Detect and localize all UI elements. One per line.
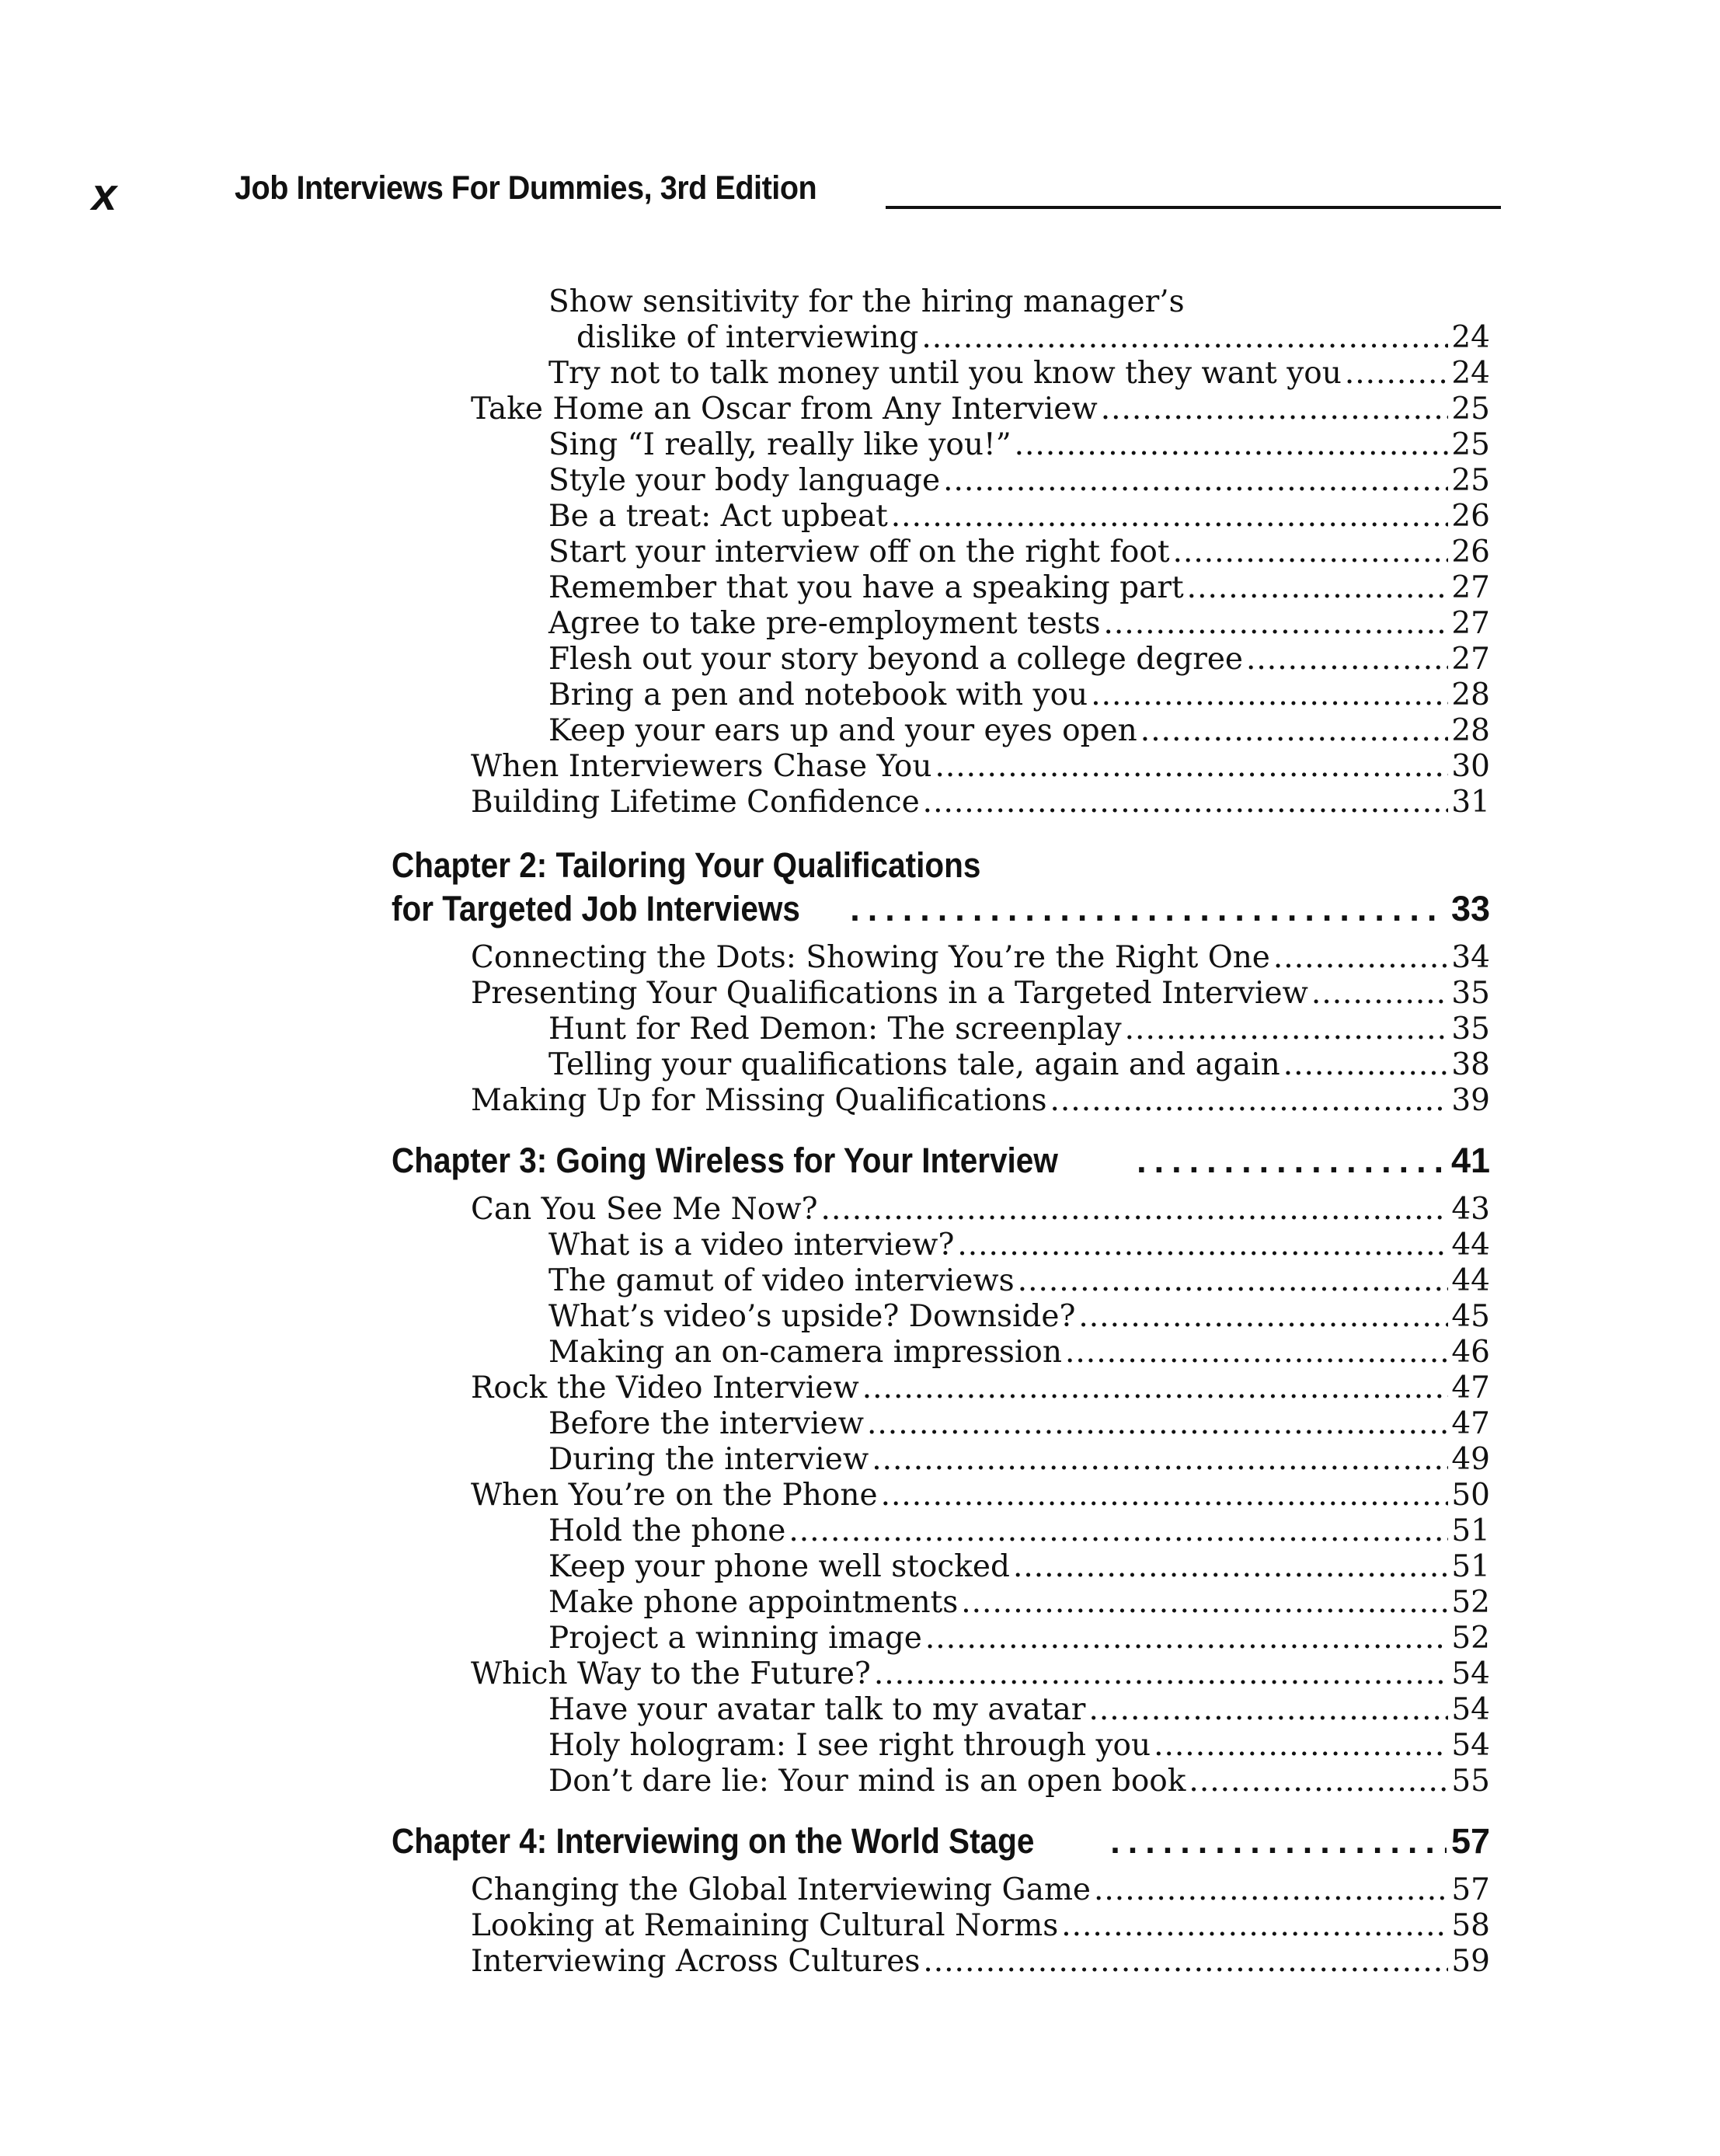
toc-entry-label: Making an on-camera impression <box>548 1335 1063 1370</box>
leader-dots <box>850 887 1447 931</box>
toc-entry <box>471 1944 1490 1980</box>
leader-dots <box>872 1442 1448 1478</box>
chapter-heading <box>392 1820 1490 1863</box>
toc-entry-page: 26 <box>1451 499 1490 534</box>
chapter-title-line-2: for Targeted Job Interviews <box>392 889 800 928</box>
leader-dots <box>862 1371 1449 1406</box>
toc-entry <box>548 1406 1490 1442</box>
toc-entry <box>471 1478 1490 1513</box>
header-rule <box>886 206 1501 209</box>
leader-dots <box>881 1478 1449 1513</box>
toc-entry <box>471 940 1490 976</box>
toc-entry-page: 30 <box>1451 749 1490 784</box>
toc-entry-label: Telling your qualifications tale, again and again <box>548 1047 1280 1082</box>
toc-entry-label: Have your avatar talk to my avatar <box>548 1692 1086 1727</box>
toc-entry <box>548 1263 1490 1299</box>
toc-entry-label: dislike of interviewing <box>576 320 919 355</box>
toc-entry <box>548 499 1490 535</box>
chapter-page: 33 <box>1450 889 1490 928</box>
toc-entry-page: 38 <box>1451 1047 1490 1082</box>
toc-entry-label: The gamut of video interviews <box>548 1263 1015 1298</box>
chapter-heading <box>392 1139 1490 1182</box>
toc-entry-label: Keep your phone well stocked <box>548 1549 1010 1584</box>
toc-entry-page: 52 <box>1451 1585 1490 1620</box>
toc-entry <box>548 427 1490 463</box>
toc-entry <box>548 1764 1490 1799</box>
toc-entry-page: 47 <box>1451 1406 1490 1441</box>
chapter-title: Chapter 3: Going Wireless for Your Interview <box>392 1141 1058 1180</box>
leader-dots <box>1173 535 1449 570</box>
leader-dots <box>1013 1549 1448 1585</box>
toc-entry <box>471 392 1490 427</box>
toc-entry <box>471 1371 1490 1406</box>
leader-dots <box>923 1944 1448 1980</box>
leader-dots <box>821 1192 1449 1228</box>
running-head-title: Job Interviews For Dummies, 3rd Edition <box>235 169 817 207</box>
toc-entry-label: What is a video interview? <box>548 1228 955 1263</box>
toc-entry-page: 28 <box>1451 677 1490 712</box>
chapter-title: Chapter 4: Interviewing on the World Stage <box>392 1821 1035 1861</box>
toc-entry <box>471 1908 1490 1944</box>
toc-entry <box>548 356 1490 392</box>
toc-entry-label: Sing “I really, really like you!” <box>548 427 1011 462</box>
toc-entry <box>548 1012 1490 1047</box>
toc-entry-label: Bring a pen and notebook with you <box>548 677 1088 712</box>
chapter-page: 57 <box>1450 1821 1490 1861</box>
toc-entry <box>548 713 1490 749</box>
leader-dots <box>1187 570 1449 606</box>
toc-entry <box>548 642 1490 677</box>
toc-entry <box>548 1442 1490 1478</box>
leader-dots <box>1094 1872 1448 1908</box>
toc-entry-page: 47 <box>1451 1371 1490 1405</box>
toc-entry <box>548 1228 1490 1263</box>
leader-dots <box>1088 1692 1448 1728</box>
leader-dots <box>1078 1299 1448 1335</box>
toc-entry-page: 55 <box>1451 1764 1490 1799</box>
leader-dots <box>1018 1263 1449 1299</box>
leader-dots <box>1065 1335 1448 1371</box>
toc-entry-page: 50 <box>1451 1478 1490 1513</box>
toc-entry-page: 58 <box>1451 1908 1490 1943</box>
toc-entry-page: 43 <box>1451 1192 1490 1227</box>
toc-entry-label: Looking at Remaining Cultural Norms <box>471 1908 1059 1943</box>
toc-entry-label: Make phone appointments <box>548 1585 959 1620</box>
toc-entry-label: Can You See Me Now? <box>471 1192 818 1227</box>
toc-entry-page: 57 <box>1451 1872 1490 1907</box>
toc-entry <box>548 1692 1490 1728</box>
toc-entry <box>548 1621 1490 1656</box>
toc-entry <box>471 1083 1490 1119</box>
toc-entry <box>548 570 1490 606</box>
toc-entry <box>576 320 1490 356</box>
toc-entry-label: Start your interview off on the right foot <box>548 535 1170 569</box>
toc-entry <box>471 976 1490 1012</box>
leader-dots <box>1104 606 1449 642</box>
toc-entry-label: Try not to talk money until you know they want you <box>548 356 1342 391</box>
toc-entry-page: 59 <box>1451 1944 1490 1979</box>
toc-entry-page: 46 <box>1451 1335 1490 1370</box>
toc-entry-page: 27 <box>1451 570 1490 605</box>
toc-entry-page: 54 <box>1451 1656 1490 1691</box>
toc-entry-page: 39 <box>1451 1083 1490 1118</box>
toc-entry <box>548 1728 1490 1764</box>
toc-entry <box>548 1047 1490 1083</box>
toc-entry-label: Building Lifetime Confidence <box>471 785 920 820</box>
toc-entry-page: 31 <box>1451 785 1490 820</box>
toc-entry <box>548 1549 1490 1585</box>
page-number: x <box>92 169 117 220</box>
toc-entry-label: What’s video’s upside? Downside? <box>548 1299 1076 1334</box>
toc-entry <box>548 677 1490 713</box>
toc-entry-label: When You’re on the Phone <box>471 1478 878 1513</box>
leader-dots <box>1091 677 1448 713</box>
leader-dots <box>867 1406 1448 1442</box>
toc-entry-page: 24 <box>1451 356 1490 391</box>
leader-dots <box>1015 427 1449 463</box>
toc-entry-page: 35 <box>1451 976 1490 1011</box>
toc-entry-label: Making Up for Missing Qualifications <box>471 1083 1047 1118</box>
toc-entry-label: Project a winning image <box>548 1621 922 1656</box>
leader-dots <box>1246 642 1448 677</box>
toc-entry-page: 49 <box>1451 1442 1490 1477</box>
toc-entry-page: 35 <box>1451 1012 1490 1047</box>
leader-dots <box>1110 1820 1447 1863</box>
toc-entry-label: Be a treat: Act upbeat <box>548 499 888 534</box>
toc-entry-label: Agree to take pre-employment tests <box>548 606 1101 641</box>
toc-entry <box>548 1585 1490 1621</box>
leader-dots <box>1050 1083 1449 1119</box>
toc-entry-label: Presenting Your Qualifications in a Targeted Interview <box>471 976 1308 1011</box>
chapter-heading <box>392 844 1490 931</box>
toc-entry-page: 25 <box>1451 427 1490 462</box>
leader-dots <box>1283 1047 1449 1083</box>
leader-dots <box>923 785 1449 820</box>
toc-entry-page: 28 <box>1451 713 1490 748</box>
leader-dots <box>925 1621 1448 1656</box>
toc-entry-label: During the interview <box>548 1442 869 1477</box>
chapter-title-line-1: Chapter 2: Tailoring Your Qualifications <box>392 845 981 885</box>
toc-entry-label: Connecting the Dots: Showing You’re the Right One <box>471 940 1270 975</box>
toc-entry-label: Before the interview <box>548 1406 864 1441</box>
toc-entry-page: 51 <box>1451 1513 1490 1548</box>
toc-entry-page: 44 <box>1451 1228 1490 1263</box>
toc-entry-label: Keep your ears up and your eyes open <box>548 713 1137 748</box>
toc-entry-label: Which Way to the Future? <box>471 1656 871 1691</box>
leader-dots <box>1345 356 1449 392</box>
leader-dots <box>1154 1728 1448 1764</box>
leader-dots <box>1125 1012 1449 1047</box>
toc-entry <box>548 1299 1490 1335</box>
toc-entry-label: Style your body language <box>548 463 941 498</box>
leader-dots <box>961 1585 1448 1621</box>
toc-entry-page: 52 <box>1451 1621 1490 1656</box>
toc-entry-label: Take Home an Oscar from Any Interview <box>471 392 1098 427</box>
leader-dots <box>874 1656 1449 1692</box>
toc-entry-page: 44 <box>1451 1263 1490 1298</box>
toc-entry-page: 51 <box>1451 1549 1490 1584</box>
toc-entry-page: 34 <box>1451 940 1490 975</box>
toc-entry-page: 54 <box>1451 1692 1490 1727</box>
toc-entry <box>471 1656 1490 1692</box>
toc-entry <box>548 1335 1490 1371</box>
leader-dots <box>1101 392 1449 427</box>
leader-dots <box>1311 976 1448 1012</box>
toc-entry <box>471 1872 1490 1908</box>
toc-entry-page: 54 <box>1451 1728 1490 1763</box>
leader-dots <box>921 320 1448 356</box>
leader-dots <box>1273 940 1448 976</box>
toc-entry-label: Hold the phone <box>548 1513 786 1548</box>
toc-entry-label: Changing the Global Interviewing Game <box>471 1872 1092 1907</box>
toc-entry-label: When Interviewers Chase You <box>471 749 932 784</box>
toc-entry-label: Don’t dare lie: Your mind is an open book <box>548 1764 1186 1799</box>
toc-entry <box>471 1192 1490 1228</box>
leader-dots <box>891 499 1449 535</box>
toc-entry-page: 25 <box>1451 392 1490 427</box>
toc-entry-label: Holy hologram: I see right through you <box>548 1728 1151 1763</box>
toc-entry-label: Hunt for Red Demon: The screenplay <box>548 1012 1122 1047</box>
leader-dots <box>943 463 1448 499</box>
toc-entry-page: 26 <box>1451 535 1490 569</box>
toc-entry <box>471 749 1490 785</box>
toc-entry-page: 24 <box>1451 320 1490 355</box>
toc-entry-label: Show sensitivity for the hiring manager’s <box>548 284 1185 319</box>
toc-entry-page: 27 <box>1451 642 1490 677</box>
toc-entry <box>548 606 1490 642</box>
toc-entry-page: 45 <box>1451 1299 1490 1334</box>
toc-entry-label: Flesh out your story beyond a college degree <box>548 642 1244 677</box>
leader-dots <box>789 1513 1448 1549</box>
toc-entry <box>548 463 1490 499</box>
leader-dots <box>1189 1764 1448 1799</box>
chapter-page: 41 <box>1450 1141 1490 1180</box>
toc-entry-page: 27 <box>1451 606 1490 641</box>
leader-dots <box>935 749 1448 785</box>
toc-entry <box>548 284 1490 320</box>
toc-entry-label: Interviewing Across Cultures <box>471 1944 921 1979</box>
toc-entry-label: Rock the Video Interview <box>471 1371 859 1405</box>
toc-entry-label: Remember that you have a speaking part <box>548 570 1184 605</box>
leader-dots <box>957 1228 1448 1263</box>
leader-dots <box>1137 1139 1447 1182</box>
toc-entry <box>471 785 1490 820</box>
toc-entry <box>548 535 1490 570</box>
leader-dots <box>1140 713 1449 749</box>
leader-dots <box>1061 1908 1448 1944</box>
toc-entry <box>548 1513 1490 1549</box>
toc-entry-page: 25 <box>1451 463 1490 498</box>
